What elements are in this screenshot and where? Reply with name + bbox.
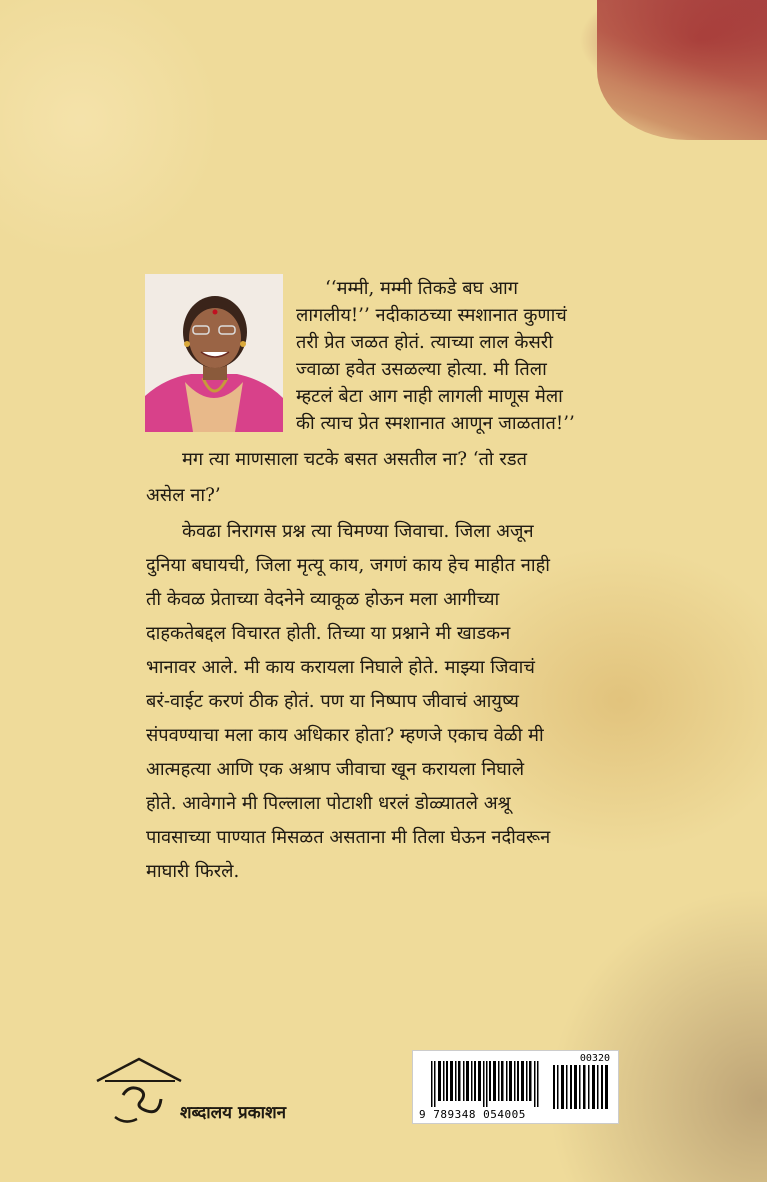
- paragraph-3-line: बरं-वाईट करणं ठीक होतं. पण या निष्पाप जीवाचं आयुष्य: [146, 691, 519, 712]
- paragraph-3-line: होते. आवेगाने मी पिल्लाला पोटाशी धरलं डोळ्यातले अश्रू: [146, 793, 511, 814]
- price-code: 00320: [579, 1053, 610, 1064]
- paragraph-2-line: मग त्या माणसाला चटके बसत असतील ना? ‘तो रडत: [182, 449, 527, 470]
- paragraph-3-line: दाहकतेबद्दल विचारत होती. तिच्या या प्रश्नाने मी खाडकन: [146, 623, 511, 644]
- paragraph-2-line: असेल ना?’: [146, 485, 221, 506]
- author-photo: [145, 274, 283, 432]
- paragraph-1-line: म्हटलं बेटा आग नाही लागली माणूस मेला: [296, 386, 563, 407]
- isbn-barcode: [412, 1050, 619, 1124]
- paragraph-1-line: लागलीय!’’ नदीकाठच्या स्मशानात कुणाचं: [296, 305, 567, 326]
- paragraph-3-line: आत्महत्या आणि एक अश्राप जीवाचा खून करायला निघाले: [146, 759, 525, 780]
- red-stain-decoration: [597, 0, 767, 140]
- paragraph-1-line: तरी प्रेत जळत होतं. त्याच्या लाल केसरी: [296, 332, 553, 353]
- paragraph-1-line: ‘‘मम्मी, मम्मी तिकडे बघ आग: [325, 278, 519, 299]
- paragraph-3-line: संपवण्याचा मला काय अधिकार होता? म्हणजे एकाच वेळी मी: [146, 725, 544, 746]
- addon-barcode-bars: [553, 1065, 611, 1109]
- paragraph-3-line: भानावर आले. मी काय करायला निघाले होते. माझ्या जिवाचं: [146, 657, 535, 678]
- paragraph-3-line: पावसाच्या पाण्यात मिसळत असताना मी तिला घेऊन नदीवरून: [146, 827, 551, 848]
- barcode-bars: [431, 1061, 541, 1107]
- paragraph-3-line: ती केवळ प्रेताच्या वेदनेने व्याकूळ होऊन मला आगीच्या: [146, 589, 500, 610]
- publisher-name: शब्दालय प्रकाशन: [180, 1103, 287, 1123]
- author-portrait-image: [145, 274, 283, 432]
- house-logo-icon: [95, 1055, 185, 1125]
- paragraph-1-line: की त्याच प्रेत स्मशानात आणून जाळतात!’’: [296, 413, 575, 434]
- paragraph-1-line: ज्वाळा हवेत उसळल्या होत्या. मी तिला: [296, 359, 547, 380]
- isbn-number: 9 789348 054005: [419, 1108, 526, 1121]
- paragraph-3-line: दुनिया बघायची, जिला मृत्यू काय, जगणं काय हेच माहीत नाही: [146, 555, 550, 576]
- paragraph-3-line: माघारी फिरले.: [146, 861, 240, 882]
- paragraph-3-line: केवढा निरागस प्रश्न त्या चिमण्या जिवाचा. जिला अजून: [182, 521, 534, 542]
